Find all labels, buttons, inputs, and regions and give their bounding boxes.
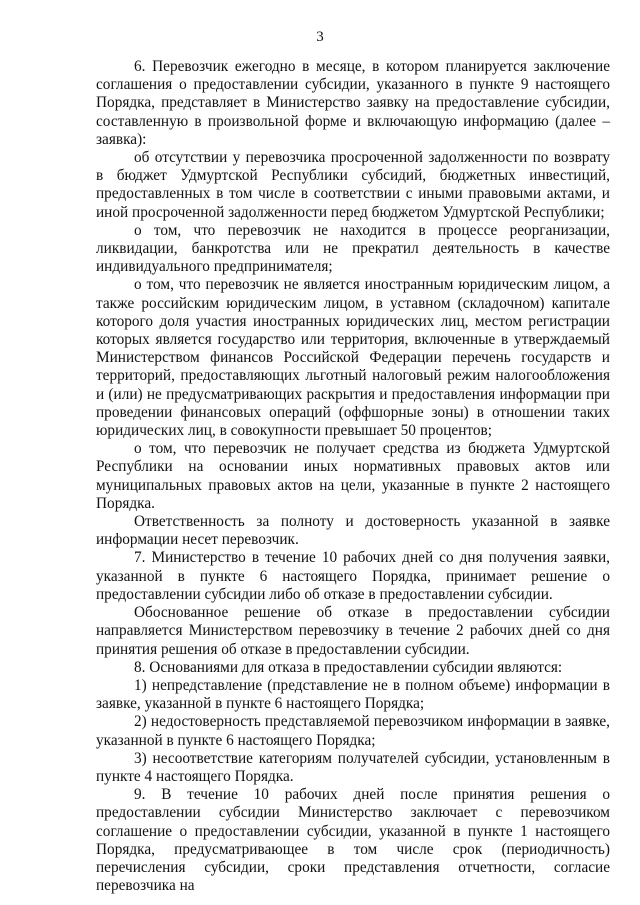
paragraph-8-grounds: 8. Основаниями для отказа в предоставлении субсидии являются: [134,658,563,676]
paragraph-9-agreement: 9. В течение 10 рабочих дней после принятия решения о предоставлении субсидии Министерство заключает с перевозчиком соглашение о предоставлении субсидии, указанной в пункте 1 настоящего Порядка, предусматривающее в том числе срок (периодичность) перечисления субсидии, сроки представления отчетности, согласие перевозчика на [96,786,610,895]
paragraph-no-other-funds: о том, что перевозчик не получает средства из бюджета Удмуртской Республики на основании иных нормативных правовых актов или муниципальных правовых актов на цели, указанные в пункте 2 настоящего Порядка. [96,440,610,512]
document-body [96,58,610,895]
paragraph-responsibility: Ответственность за полноту и достоверность указанной в заявке информации несет перевозчик. [96,513,610,549]
paragraph-ground-3: 3) несоответствие категориям получателей субсидии, установленным в пункте 4 настоящего Порядка. [96,749,610,785]
paragraph-6-application: 6. Перевозчик ежегодно в месяце, в котором планируется заключение соглашения о предоставлении субсидии, указанного в пункте 9 настоящего Порядка, представляет в Министерство заявку на предоставление субсидии, составленную в произвольной форме и включающую информацию (далее – заявка): [96,58,610,148]
paragraph-no-debt: об отсутствии у перевозчика просроченной задолженности по возврату в бюджет Удмуртской Республики субсидий, бюджетных инвестиций, предоставленных в том числе в соответствии с иными правовыми актами, и иной просроченной задолженности перед бюджетом Удмуртской Республики; [96,149,610,221]
paragraph-7-decision: 7. Министерство в течение 10 рабочих дней со дня получения заявки, указанной в пункте 6 настоящего Порядка, принимает решение о предоставлении субсидии либо об отказе в предоставлении субсидии. [96,549,610,603]
paragraph-not-foreign-entity: о том, что перевозчик не является иностранным юридическим лицом, а также российским юридическим лицом, в уставном (складочном) капитале которого доля участия иностранных юридических лиц, местом регистрации которых является государство или территория, включенные в утверждаемый Министерством финансов Российской Федерации перечень государств и территорий, предоставляющих льготный налоговый режим налогообложения и (или) не предусматривающих раскрытия и предоставления информации при проведении финансовых операций (оффшорные зоны) в отношении таких юридических лиц, в совокупности превышает 50 процентов; [96,276,610,440]
paragraph-no-reorganization: о том, что перевозчик не находится в процессе реорганизации, ликвидации, банкротства или не прекратил деятельность в качестве индивидуального предпринимателя; [96,221,610,276]
paragraph-ground-1: 1) непредставление (представление не в полном объеме) информации в заявке, указанной в пункте 6 настоящего Порядка; [96,676,610,713]
paragraph-refusal-notice: Обоснованное решение об отказе в предоставлении субсидии направляется Министерством перевозчику в течение 2 рабочих дней со дня принятия решения об отказе в предоставлении субсидии. [96,604,610,658]
paragraph-ground-2: 2) недостоверность представляемой перевозчиком информации в заявке, указанной в пункте 6 настоящего Порядка; [96,713,610,749]
page-number: 3 [316,29,324,45]
